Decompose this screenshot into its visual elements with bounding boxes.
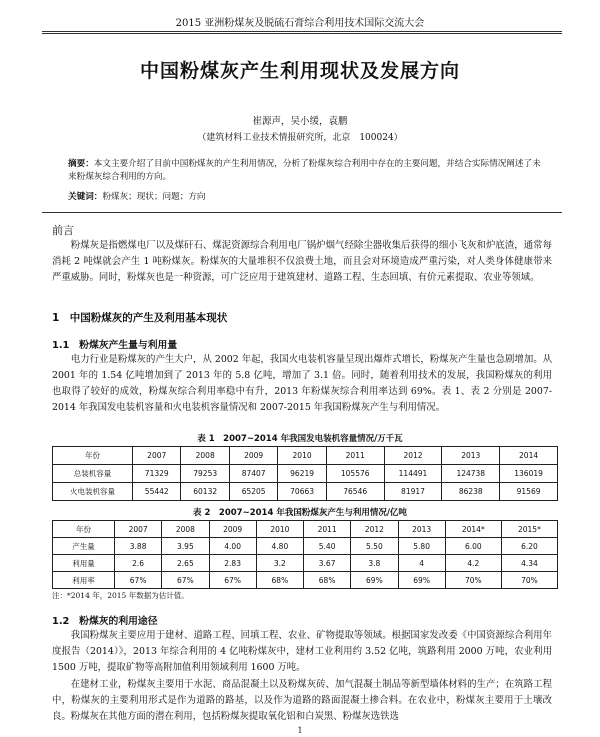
table-cell: 91569 (500, 483, 558, 501)
table-cell: 65205 (229, 483, 277, 501)
table-header-cell: 2014* (445, 521, 501, 538)
table-cell: 3.2 (256, 555, 303, 572)
section-1-2-heading: 1.2 粉煤灰的利用途径 (52, 616, 158, 627)
table-cell: 火电装机容量 (53, 483, 133, 501)
table-cell: 67% (115, 572, 162, 589)
table-header-cell: 2012 (351, 521, 398, 538)
page-number: 1 (297, 726, 303, 735)
table-cell: 87407 (229, 465, 277, 483)
abstract-rule (42, 212, 562, 213)
header-rule-2 (42, 33, 562, 34)
table-cell: 79253 (181, 465, 229, 483)
table-header-cell: 2009 (229, 447, 277, 465)
table-cell: 3.88 (115, 538, 162, 555)
table-cell: 70663 (278, 483, 326, 501)
table-cell: 5.40 (304, 538, 351, 555)
table-cell: 利用量 (53, 555, 115, 572)
table-header-cell: 2007 (133, 447, 181, 465)
table-cell: 3.67 (304, 555, 351, 572)
abstract-label: 摘要： (68, 159, 94, 169)
foreword-paragraph: 粉煤灰是指燃煤电厂以及煤矸石、煤泥资源综合利用电厂锅炉烟气经除尘器收集后获得的细小飞灰和炉底渣，通常每消耗 2 吨煤就会产生 1 吨粉煤灰。粉煤灰的大量堆积不仅浪费土地，而且会对环境造成严重污染，对人类身体健康带来严重威胁。同时，粉煤灰也是一种资源，可广泛应用于建筑建材、道路工程、生态回填、有价元素提取、农业等领域。 (52, 240, 552, 283)
table-cell: 总装机容量 (53, 465, 133, 483)
table-header-cell: 2008 (181, 447, 229, 465)
table-header-cell: 年份 (53, 447, 133, 465)
table-header-cell: 2011 (326, 447, 384, 465)
table-cell: 4.2 (445, 555, 501, 572)
keywords (68, 190, 548, 202)
section-1-2-paragraph: 我国粉煤灰主要应用于建材、道路工程、回填工程、农业、矿物提取等领域。根据国家发改委《中国资源综合利用年度报告（2014）》，2013 年综合利用的 4 亿吨粉煤灰中，建材工业利用约 3.52 亿吨，筑路利用 2000 万吨，农业利用 1500 万吨，提取矿物等高附加值利用领域利用 1600 万吨。 (52, 630, 552, 673)
table-cell: 利用率 (53, 572, 115, 589)
section-1-heading: 1 中国粉煤灰的产生及利用基本现状 (52, 312, 228, 324)
table-cell: 68% (256, 572, 303, 589)
table-header-cell: 2012 (384, 447, 442, 465)
affiliation: （建筑材料工业技术情报研究所，北京 100024） (197, 133, 403, 143)
table-cell: 96219 (278, 465, 326, 483)
table-2 (52, 520, 558, 589)
table-cell: 70% (445, 572, 501, 589)
table-header-cell: 2013 (398, 521, 445, 538)
section-1-2-paragraph-2: 在建材工业，粉煤灰主要用于水泥、商品混凝土以及粉煤灰砖、加气混凝土制品等新型墙体材料的生产；在筑路工程中，粉煤灰的主要利用形式是作为道路的路基，以及作为道路的路面混凝土掺合料。在农业中，粉煤灰主要用于土壤改良。粉煤灰在其他方面的潜在利用，包括粉煤灰提取氧化铝和白炭黑、粉煤灰选铁选 (52, 679, 552, 722)
table-cell: 70% (501, 572, 557, 589)
table-header-cell: 2007 (115, 521, 162, 538)
table-cell: 69% (351, 572, 398, 589)
table-cell: 60132 (181, 483, 229, 501)
paper-title: 中国粉煤灰产生利用现状及发展方向 (139, 60, 460, 82)
table-header-cell: 2013 (442, 447, 500, 465)
table-cell: 71329 (133, 465, 181, 483)
abstract-text: 本文主要介绍了目前中国粉煤灰的产生利用情况，分析了粉煤灰综合利用中存在的主要问题，并结合实际情况阐述了未来粉煤灰综合利用的方向。 (68, 159, 541, 182)
table-cell: 3.95 (162, 538, 209, 555)
authors: 崔源声，吴小缓，袁鹏 (252, 116, 348, 127)
table-cell: 2.83 (209, 555, 256, 572)
running-head: 2015 亚洲粉煤灰及脱硫石膏综合利用技术国际交流大会 (175, 18, 425, 29)
table-header-cell: 2011 (304, 521, 351, 538)
table-header-row (53, 521, 558, 538)
table-cell: 4 (398, 555, 445, 572)
table-header-cell: 2014 (500, 447, 558, 465)
table-cell: 5.50 (351, 538, 398, 555)
table-cell: 6.20 (501, 538, 557, 555)
table-cell: 3.8 (351, 555, 398, 572)
table-1 (52, 446, 558, 501)
section-1-1-heading: 1.1 粉煤灰产生量与利用量 (52, 340, 178, 351)
foreword-heading: 前言 (52, 224, 74, 237)
keywords-text: 粉煤灰；现状；问题；方向 (102, 192, 206, 202)
table-row (53, 572, 558, 589)
table-row (53, 465, 558, 483)
table-2-caption: 表 2 2007~2014 年我国粉煤灰产生与利用情况/亿吨 (193, 508, 407, 518)
table-cell: 69% (398, 572, 445, 589)
table-header-cell: 2008 (162, 521, 209, 538)
abstract (68, 158, 548, 184)
table-cell: 76546 (326, 483, 384, 501)
table-cell: 67% (209, 572, 256, 589)
table-cell: 68% (304, 572, 351, 589)
keywords-label: 关键词： (68, 192, 103, 202)
table-header-cell: 2010 (278, 447, 326, 465)
table-header-cell: 年份 (53, 521, 115, 538)
table-header-cell: 2015* (501, 521, 557, 538)
table-cell: 2.65 (162, 555, 209, 572)
table-cell: 124738 (442, 465, 500, 483)
table-cell: 55442 (133, 483, 181, 501)
table-cell: 产生量 (53, 538, 115, 555)
table-2-note: 注：*2014 年，2015 年数据为估计值。 (52, 591, 189, 600)
table-cell: 4.34 (501, 555, 557, 572)
table-cell: 5.80 (398, 538, 445, 555)
table-cell: 67% (162, 572, 209, 589)
header-rule (42, 31, 562, 32)
table-row (53, 538, 558, 555)
table-header-row (53, 447, 558, 465)
table-cell: 81917 (384, 483, 442, 501)
table-cell: 6.00 (445, 538, 501, 555)
table-cell: 114491 (384, 465, 442, 483)
table-header-cell: 2009 (209, 521, 256, 538)
table-cell: 86238 (442, 483, 500, 501)
table-header-cell: 2010 (256, 521, 303, 538)
table-cell: 4.00 (209, 538, 256, 555)
table-cell: 4.80 (256, 538, 303, 555)
table-cell: 105576 (326, 465, 384, 483)
table-1-caption: 表 1 2007~2014 年我国发电装机容量情况/万千瓦 (197, 434, 403, 444)
section-1-1-paragraph: 电力行业是粉煤灰的产生大户，从 2002 年起，我国火电装机容量呈现出爆炸式增长，粉煤灰产生量也急剧增加。从 2001 年的 1.54 亿吨增加到了 2013 年的 5.8 亿吨，增加了 3.1 倍。同时，随着利用技术的发展，我国粉煤灰的利用也取得了较好的成效，粉煤灰综合利用率稳中有升，2013 年粉煤灰综合利用率达到 69%。表 1、表 2 分别是 2007-2014 年我国发电装机容量和火电装机容量情况和 2007-2015 年我国粉煤灰产生与利用情况。 (52, 354, 552, 413)
table-cell: 2.6 (115, 555, 162, 572)
table-row (53, 555, 558, 572)
table-cell: 136019 (500, 465, 558, 483)
table-row (53, 483, 558, 501)
